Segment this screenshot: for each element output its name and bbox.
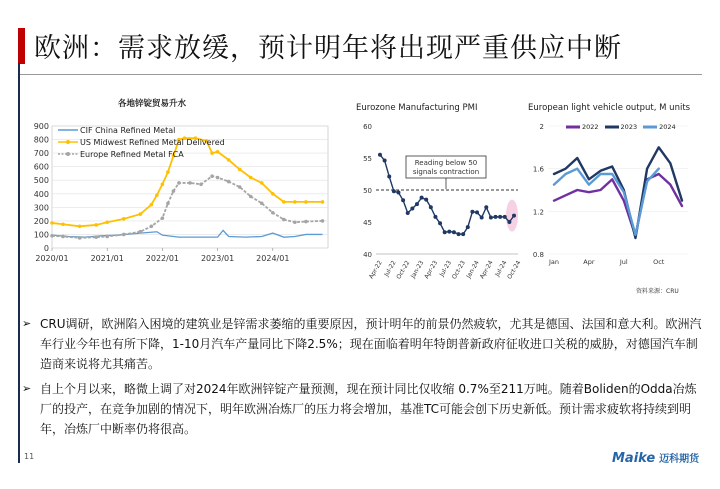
chart1-point xyxy=(238,185,242,189)
chart2-point xyxy=(415,202,419,206)
left-rule xyxy=(18,63,20,463)
chart2-point xyxy=(457,232,461,236)
bullet-item xyxy=(22,314,702,374)
chart2-point xyxy=(378,153,382,157)
chart1-point xyxy=(216,176,220,180)
chart2-xtick: Oct-23 xyxy=(450,259,467,281)
chart2-xtick: Apr-23 xyxy=(423,259,440,281)
chart2-point xyxy=(438,221,442,225)
chart2-xtick: Apr-24 xyxy=(478,259,495,281)
chart2-point xyxy=(512,214,516,218)
chart1-point xyxy=(293,220,297,224)
chart1-point xyxy=(94,235,98,239)
chart2-point xyxy=(443,230,447,234)
bullet-text: 自上个月以来，略微上调了对2024年欧洲锌锭产量预测，现在预计同比仅收缩 0.7%至211万吨。随着Boliden的Odda冶炼厂的投产，在竞争加剧的情况下，明年欧洲冶炼厂的压力将会增加，基准TC可能会创下历史新低。预计需求疲软将持续到明年，冶炼厂中断率仍将很高。 xyxy=(40,382,697,436)
source-note: 资料来源：CRU xyxy=(636,288,679,295)
chart1-point xyxy=(161,182,165,186)
chart1-point xyxy=(78,225,82,229)
chart1-point xyxy=(105,235,109,239)
chart2-xtick: Oct-22 xyxy=(395,259,412,281)
chart1-point xyxy=(105,220,109,224)
chart1-xtick: 2024/01 xyxy=(256,254,290,263)
chart1-ytick: 600 xyxy=(33,162,49,172)
chart2-point xyxy=(470,210,474,214)
title-rule xyxy=(18,74,702,75)
chart1-point xyxy=(61,235,65,239)
chart2-xtick: Jan-24 xyxy=(465,259,481,280)
chart1-point xyxy=(227,180,231,184)
chart2-point xyxy=(401,198,405,202)
chart3-ytick: 0.8 xyxy=(532,251,544,259)
chart2-point xyxy=(503,215,507,219)
chart1-point xyxy=(139,230,143,234)
chart1-point xyxy=(321,200,325,204)
legend-china xyxy=(58,124,225,136)
legend-2022-label: 2022 xyxy=(582,123,599,131)
chart2-xtick: Jan-23 xyxy=(409,259,426,280)
series-2024-line xyxy=(554,169,659,235)
chart1-xtick: 2020/01 xyxy=(35,254,69,263)
chart3-xtick: Jul xyxy=(619,258,628,266)
chart1-point xyxy=(282,200,286,204)
chart2-point xyxy=(429,205,433,209)
chart1-ytick: 100 xyxy=(33,230,49,240)
chart1-xtick: 2023/01 xyxy=(200,254,235,263)
chart1-xtick: 2022/01 xyxy=(145,254,180,263)
chart1-ytick: 0 xyxy=(43,244,49,253)
legend-europe-label: Europe Refined Metal FCA xyxy=(80,149,184,159)
chart1-point xyxy=(293,200,297,204)
chart1-point xyxy=(282,218,286,222)
chart2-point xyxy=(387,175,391,179)
chart2-point xyxy=(498,215,502,219)
bullet-arrow-icon: ➢ xyxy=(22,382,32,395)
chart1-point xyxy=(199,182,203,186)
chart2-point xyxy=(447,230,451,234)
chart3-title: European light vehicle output, M units xyxy=(528,103,691,113)
chart2-xtick: Jul-23 xyxy=(438,259,454,278)
chart2-point xyxy=(383,159,387,163)
logo-cn: 迈科期货 xyxy=(659,454,700,465)
chart1-point xyxy=(50,221,54,225)
chart1-point xyxy=(122,233,126,237)
chart1-ytick: 400 xyxy=(33,189,49,199)
chart2-ytick: 45 xyxy=(363,219,372,227)
chart2-point xyxy=(489,216,493,220)
chart2-pmi xyxy=(350,118,530,281)
chart1-point xyxy=(271,211,275,215)
chart1-point xyxy=(304,220,308,224)
chart1-point xyxy=(188,181,192,185)
chart1-legend xyxy=(58,124,225,160)
legend-2023-label: 2023 xyxy=(620,123,638,131)
chart1-ytick: 300 xyxy=(33,203,49,213)
chart3-xtick: Apr xyxy=(583,258,595,266)
chart1-xtick: 2021/01 xyxy=(90,254,124,263)
legend-2024-label: 2024 xyxy=(659,123,676,131)
chart3-ytick: 1.2 xyxy=(532,208,544,217)
chart1-point xyxy=(260,201,264,205)
legend-2024 xyxy=(643,121,676,133)
chart1-point xyxy=(139,212,143,216)
chart1-point xyxy=(61,222,65,226)
chart2-xtick: Jul-24 xyxy=(493,259,509,278)
legend-us-label: US Midwest Refined Metal Delivered xyxy=(80,137,225,147)
chart1-point xyxy=(321,219,325,223)
chart1-ytick: 900 xyxy=(33,122,49,131)
chart2-ytick: 40 xyxy=(363,251,372,259)
chart1-point xyxy=(177,181,181,185)
chart2-annotation-line1: Reading below 50 xyxy=(414,159,478,167)
bullet-text: CRU调研，欧洲陷入困境的建筑业是锌需求萎缩的重要原因，预计明年的前景仍然疲软，尤其是德国、法国和意大利。欧洲汽车行业今年也有所下降，1-10月汽车产量同比下降2.5%；现在面临着明年特朗普新政府征收进口关税的威胁，对德国汽车制造商来说将尤其痛苦。 xyxy=(40,317,702,371)
chart1-point xyxy=(271,192,275,196)
chart2-point xyxy=(424,198,428,202)
legend-us xyxy=(58,136,225,148)
chart1-point xyxy=(227,158,231,162)
logo-brand: Maike xyxy=(612,451,656,466)
chart1-ytick: 800 xyxy=(33,135,49,145)
chart2-point xyxy=(494,215,498,219)
chart3-ytick: 1.6 xyxy=(532,165,544,174)
chart2-point xyxy=(406,211,410,215)
page-title: 欧洲：需求放缓，预计明年将出现严重供应中断 xyxy=(34,33,622,64)
chart3-xtick: Jan xyxy=(548,258,560,266)
chart1-point xyxy=(122,217,126,221)
chart2-point xyxy=(461,232,465,236)
chart1-ytick: 700 xyxy=(33,149,49,159)
chart3-ytick: 2 xyxy=(539,123,544,131)
chart2-point xyxy=(452,230,456,234)
chart1-point xyxy=(150,203,154,207)
chart2-point xyxy=(475,210,479,214)
chart2-xtick: Oct-24 xyxy=(506,259,523,281)
series-europe-line xyxy=(52,176,322,238)
chart1-ytick: 500 xyxy=(33,176,49,186)
chart2-point xyxy=(420,196,424,200)
chart1-point xyxy=(166,170,170,174)
chart1-point xyxy=(50,234,54,238)
legend-europe xyxy=(58,148,225,160)
chart1-point xyxy=(304,200,308,204)
chart2-point xyxy=(396,191,400,195)
chart1-point xyxy=(94,223,98,227)
chart1-point xyxy=(210,174,214,178)
chart2-ytick: 60 xyxy=(363,123,372,131)
chart2-xtick: Jul-22 xyxy=(383,259,398,278)
bullet-item xyxy=(22,379,702,439)
title-bar xyxy=(0,12,720,72)
bullet-arrow-icon: ➢ xyxy=(22,317,32,330)
chart2-point xyxy=(410,207,414,211)
chart2-point xyxy=(507,220,511,224)
bullet-list xyxy=(22,314,702,444)
chart2-ytick: 55 xyxy=(363,155,372,163)
chart1-title: 各地锌锭贸易升水 xyxy=(118,99,187,109)
chart2-point xyxy=(466,225,470,229)
chart1-point xyxy=(150,225,154,229)
chart3-vehicle xyxy=(528,118,708,278)
chart2-xtick: Apr-22 xyxy=(367,259,384,281)
chart1-point xyxy=(238,168,242,172)
chart2-point xyxy=(480,216,484,220)
chart1-ytick: 200 xyxy=(33,216,49,226)
legend-china-label: CIF China Refined Metal xyxy=(80,125,176,135)
chart1-point xyxy=(161,216,165,220)
chart2-annotation-line2: signals contraction xyxy=(412,168,480,176)
chart1-point xyxy=(249,195,253,199)
legend-2023 xyxy=(605,121,638,133)
chart1-point xyxy=(166,201,170,205)
chart1-point xyxy=(78,236,82,240)
legend-2022 xyxy=(566,121,599,133)
chart2-point xyxy=(392,189,396,193)
chart1-point xyxy=(155,193,159,197)
chart1-point xyxy=(172,189,176,193)
chart3-legend xyxy=(566,121,676,133)
chart2-title: Eurozone Manufacturing PMI xyxy=(356,103,478,113)
chart2-point xyxy=(433,215,437,219)
brand-logo xyxy=(612,450,699,466)
series-china-line xyxy=(52,230,322,237)
chart1-point xyxy=(260,181,264,185)
chart2-ytick: 50 xyxy=(363,187,372,195)
title-accent xyxy=(18,28,25,64)
chart2-point xyxy=(484,205,488,209)
page-number: 11 xyxy=(24,452,35,461)
chart1-point xyxy=(249,176,253,180)
chart3-xtick: Oct xyxy=(653,258,665,266)
